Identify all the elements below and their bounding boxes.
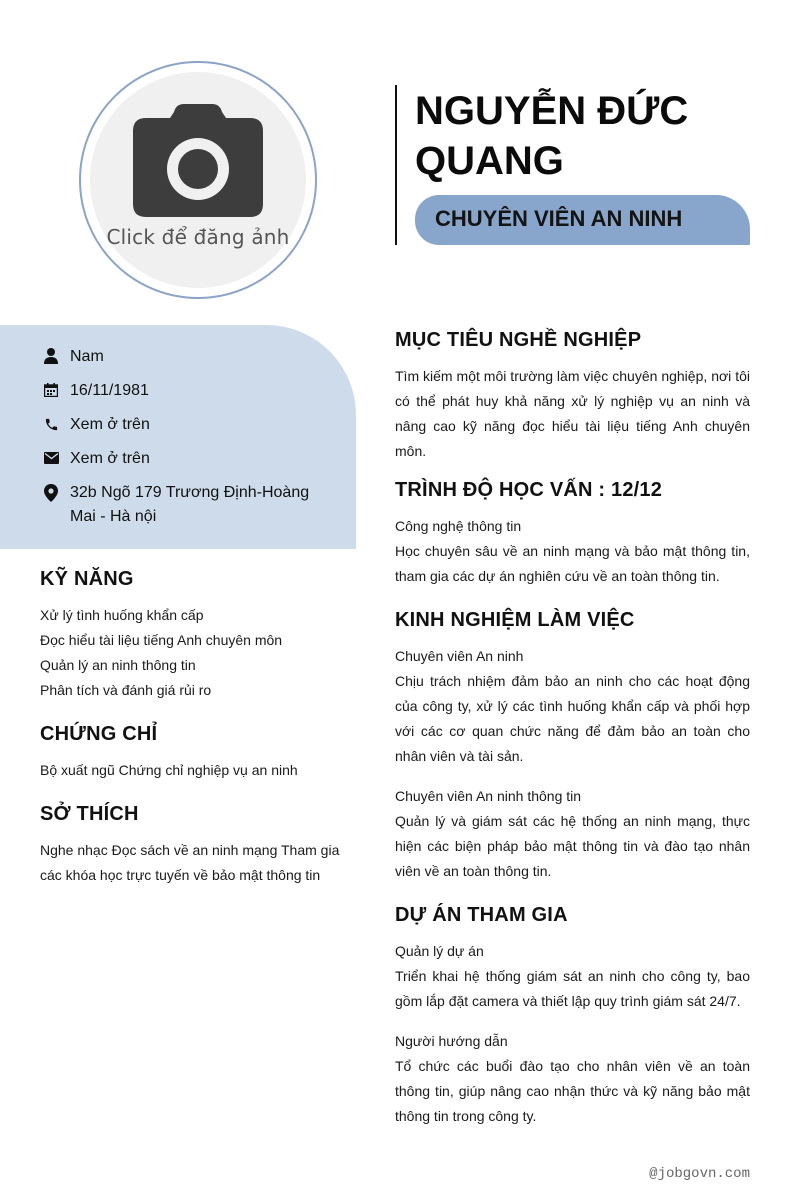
skill-item: Xử lý tình huống khẩn cấp bbox=[40, 607, 204, 623]
objective-text: Tìm kiếm một môi trường làm việc chuyên nghiệp, nơi tôi có thể phát huy khả năng xử lý nghiệp vụ an ninh và nâng cao kỹ năng đọc hiểu tài liệu tiếng Anh chuyên môn. bbox=[395, 368, 750, 459]
role-title: CHUYÊN VIÊN AN NINH bbox=[435, 206, 683, 231]
mail-icon bbox=[40, 447, 66, 469]
dob-value: 16/11/1981 bbox=[70, 382, 149, 399]
project-description: Tổ chức các buổi đào tạo cho nhân viên về an toàn thông tin, giúp nâng cao nhận thức và kỹ năng bảo mật thông tin trong công ty. bbox=[395, 1058, 750, 1124]
job-position: Chuyên viên An ninh thông tin bbox=[395, 788, 582, 804]
job-position: Chuyên viên An ninh bbox=[395, 648, 524, 664]
role-badge bbox=[415, 195, 750, 245]
hobbies-line-1: Nghe nhạc Đọc sách về an ninh mạng Tham gia bbox=[40, 842, 340, 858]
project-description: Triển khai hệ thống giám sát an ninh cho công ty, bao gồm lắp đặt camera và thiết lập quy trình giám sát 24/7. bbox=[395, 968, 750, 1009]
hobbies-line-2: các khóa học trực tuyến về bảo mật thông tin bbox=[40, 867, 321, 883]
phone-value: Xem ở trên bbox=[70, 416, 150, 433]
hobbies-title: SỞ THÍCH bbox=[40, 803, 139, 825]
name-line-1: NGUYỄN ĐỨC bbox=[415, 89, 689, 133]
footer-brand: @jobgovn.com bbox=[649, 1166, 750, 1182]
calendar-icon bbox=[40, 379, 66, 401]
photo-placeholder[interactable] bbox=[90, 72, 306, 288]
contact-phone bbox=[40, 413, 320, 437]
skill-item: Đọc hiểu tài liệu tiếng Anh chuyên môn bbox=[40, 632, 283, 648]
experience-title: KINH NGHIỆM LÀM VIỆC bbox=[395, 609, 635, 631]
address-line-2: Mai - Hà nội bbox=[70, 508, 157, 525]
skills-title: KỸ NĂNG bbox=[40, 568, 134, 590]
gender-value: Nam bbox=[70, 348, 104, 365]
skill-item: Quản lý an ninh thông tin bbox=[40, 657, 196, 673]
name-divider bbox=[395, 85, 397, 245]
name-line-2: QUANG bbox=[415, 139, 564, 183]
job-description: Chịu trách nhiệm đảm bảo an ninh cho các hoạt động của công ty, xử lý các tình huống khẩn cấp và phối hợp với các cơ quan chức năng để đảm bảo an toàn cho nhân viên và tài sản. bbox=[395, 673, 750, 764]
objective-title: MỤC TIÊU NGHỀ NGHIỆP bbox=[395, 329, 642, 351]
project-role: Người hướng dẫn bbox=[395, 1033, 508, 1049]
skill-item: Phân tích và đánh giá rủi ro bbox=[40, 682, 212, 698]
certificates-title: CHỨNG CHỈ bbox=[40, 723, 158, 745]
address-value bbox=[70, 481, 320, 529]
location-pin-icon bbox=[40, 481, 66, 505]
address-line-1: 32b Ngõ 179 Trương Định-Hoàng bbox=[70, 484, 310, 501]
projects-title: DỰ ÁN THAM GIA bbox=[395, 904, 568, 926]
education-field: Công nghệ thông tin bbox=[395, 518, 522, 534]
contact-gender bbox=[40, 345, 320, 369]
contact-address bbox=[40, 481, 320, 529]
candidate-name bbox=[415, 86, 755, 186]
certificates-text: Bộ xuất ngũ Chứng chỉ nghiệp vụ an ninh bbox=[40, 762, 298, 778]
camera-icon bbox=[132, 102, 264, 218]
contact-dob bbox=[40, 379, 320, 403]
email-value: Xem ở trên bbox=[70, 450, 150, 467]
photo-caption: Click để đăng ảnh bbox=[106, 225, 290, 249]
project-role: Quản lý dự án bbox=[395, 943, 484, 959]
hobbies-text bbox=[40, 838, 355, 888]
profile-photo-upload[interactable] bbox=[79, 61, 317, 299]
person-icon bbox=[40, 345, 66, 367]
phone-icon bbox=[40, 413, 66, 435]
job-description: Quản lý và giám sát các hệ thống an ninh mạng, thực hiện các biện pháp bảo mật thông tin và đào tạo nhân viên về an toàn thông tin. bbox=[395, 813, 750, 879]
education-title: TRÌNH ĐỘ HỌC VẤN : 12/12 bbox=[395, 479, 663, 501]
education-text: Học chuyên sâu về an ninh mạng và bảo mật thông tin, tham gia các dự án nghiên cứu về an toàn thông tin. bbox=[395, 543, 750, 584]
contact-email bbox=[40, 447, 320, 471]
